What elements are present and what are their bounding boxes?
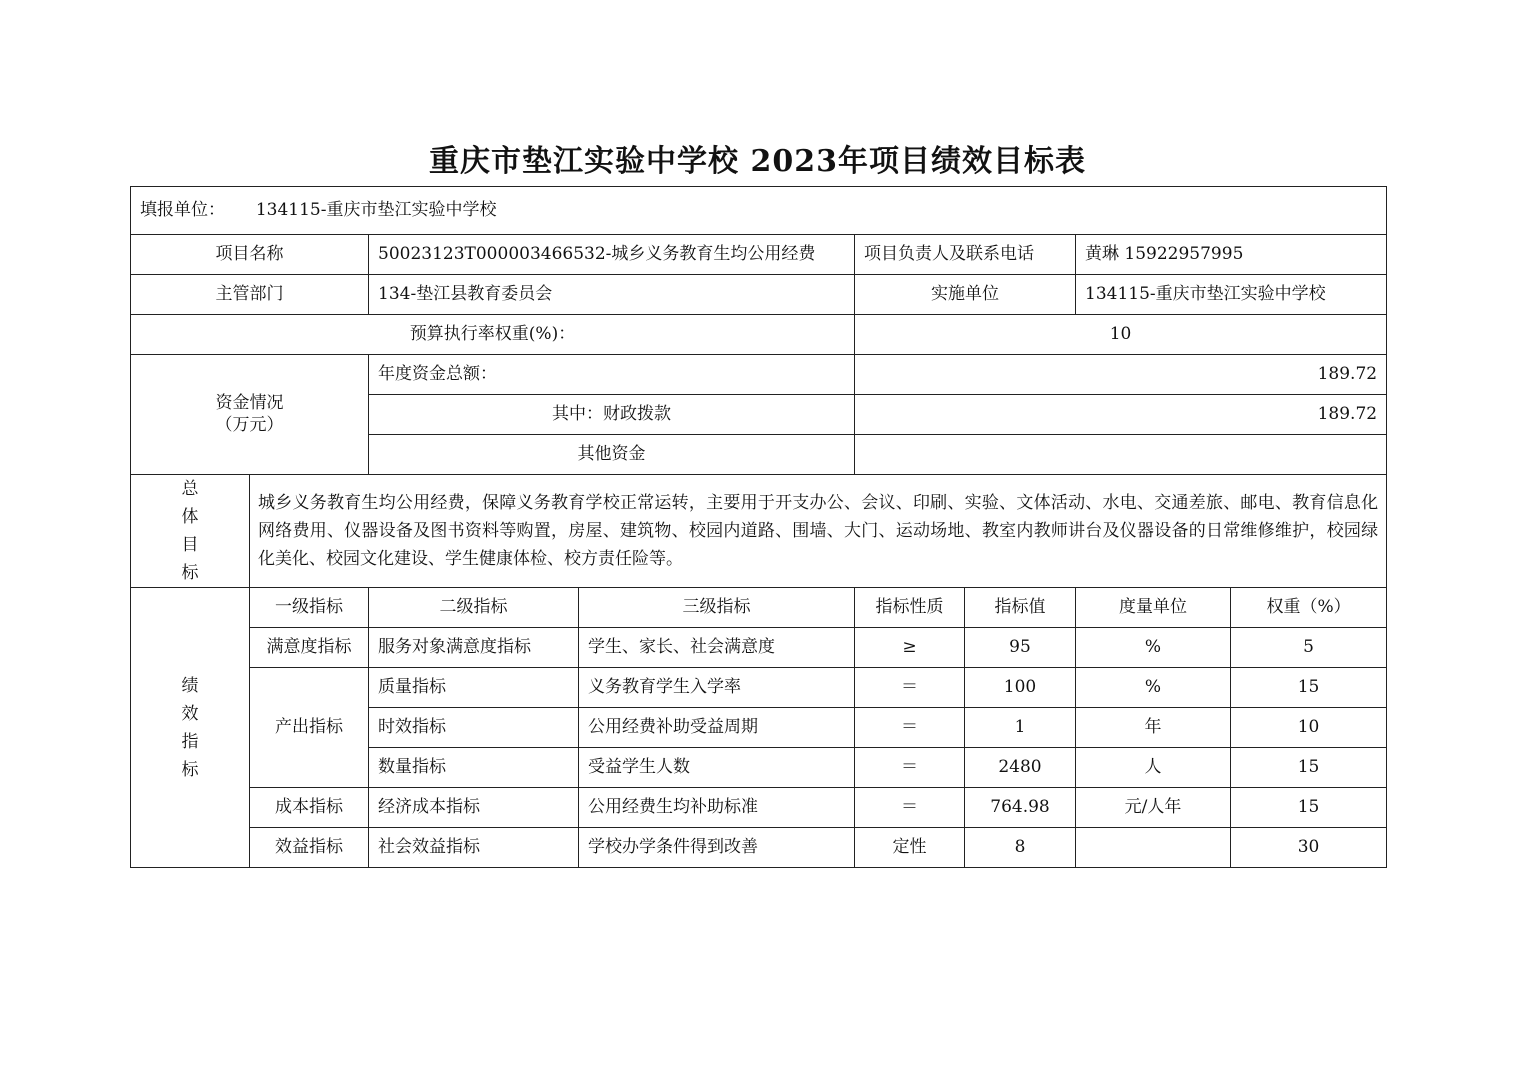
col-header-weight: 权重（%） xyxy=(1231,588,1387,628)
funds-total-label: 年度资金总额： xyxy=(369,355,855,395)
indicator-value: 8 xyxy=(965,828,1076,868)
overall-goal-row xyxy=(131,475,1387,588)
indicator-l3: 学生、家长、社会满意度 xyxy=(579,628,855,668)
fill-unit-row xyxy=(131,187,1387,235)
funds-label-line1: 资金情况 xyxy=(215,393,284,414)
indicator-l1: 产出指标 xyxy=(250,668,369,788)
col-header-unit: 度量单位 xyxy=(1076,588,1231,628)
impl-value: 134115-重庆市垫江实验中学校 xyxy=(1076,275,1387,315)
indicator-value: 764.98 xyxy=(965,788,1076,828)
indicator-l3: 公用经费生均补助标准 xyxy=(579,788,855,828)
indicator-unit: 年 xyxy=(1076,708,1231,748)
col-header-l1: 一级指标 xyxy=(250,588,369,628)
indicator-nature: ＝ xyxy=(855,668,965,708)
project-name-row xyxy=(131,235,1387,275)
overall-goal-char: 总 xyxy=(181,479,199,499)
indicator-weight: 5 xyxy=(1231,628,1387,668)
indicator-l2: 经济成本指标 xyxy=(369,788,579,828)
indicator-l3: 义务教育学生入学率 xyxy=(579,668,855,708)
funds-total-row xyxy=(131,355,1387,395)
indicators-char: 标 xyxy=(181,759,199,780)
indicator-unit: % xyxy=(1076,668,1231,708)
indicator-l2: 时效指标 xyxy=(369,708,579,748)
dept-label: 主管部门 xyxy=(131,275,369,315)
indicators-char: 效 xyxy=(181,703,199,724)
indicator-value: 100 xyxy=(965,668,1076,708)
overall-goal-char: 目 xyxy=(181,535,199,555)
overall-goal-label xyxy=(131,475,250,588)
contact-value: 黄琳 15922957995 xyxy=(1076,235,1387,275)
indicator-header-row xyxy=(131,588,1387,628)
table-row xyxy=(131,828,1387,868)
indicator-nature: ＝ xyxy=(855,788,965,828)
funds-fiscal-value: 189.72 xyxy=(855,395,1387,435)
dept-value: 134-垫江县教育委员会 xyxy=(369,275,855,315)
funds-label-line2: （万元） xyxy=(215,414,284,435)
col-header-l2: 二级指标 xyxy=(369,588,579,628)
dept-row xyxy=(131,275,1387,315)
funds-other-value xyxy=(855,435,1387,475)
table-row xyxy=(131,628,1387,668)
indicators-char: 绩 xyxy=(181,675,199,696)
indicator-l3: 学校办学条件得到改善 xyxy=(579,828,855,868)
overall-goal-char: 标 xyxy=(181,563,199,583)
fill-unit-label: 填报单位： xyxy=(140,199,225,220)
page-title: 重庆市垫江实验中学校 2023年项目绩效目标表 xyxy=(429,144,1086,179)
indicator-nature: ＝ xyxy=(855,748,965,788)
overall-goal-char: 体 xyxy=(181,507,199,527)
funds-label xyxy=(131,355,369,475)
indicator-nature: ≥ xyxy=(855,628,965,668)
indicator-l2: 数量指标 xyxy=(369,748,579,788)
indicator-l3: 公用经费补助受益周期 xyxy=(579,708,855,748)
fill-unit-cell xyxy=(131,187,1387,235)
indicator-weight: 15 xyxy=(1231,788,1387,828)
indicator-nature: 定性 xyxy=(855,828,965,868)
indicator-weight: 30 xyxy=(1231,828,1387,868)
indicator-l3: 受益学生人数 xyxy=(579,748,855,788)
indicator-l2: 社会效益指标 xyxy=(369,828,579,868)
indicator-nature: ＝ xyxy=(855,708,965,748)
budget-weight-label: 预算执行率权重(%)： xyxy=(131,315,855,355)
indicator-unit: % xyxy=(1076,628,1231,668)
project-name-label: 项目名称 xyxy=(131,235,369,275)
col-header-nature: 指标性质 xyxy=(855,588,965,628)
indicator-value: 1 xyxy=(965,708,1076,748)
indicator-l2: 质量指标 xyxy=(369,668,579,708)
indicator-value: 2480 xyxy=(965,748,1076,788)
project-name-value: 50023123T000003466532-城乡义务教育生均公用经费 xyxy=(369,235,855,275)
indicator-unit xyxy=(1076,828,1231,868)
indicator-l1: 效益指标 xyxy=(250,828,369,868)
table-row xyxy=(131,668,1387,708)
table-row xyxy=(131,788,1387,828)
funds-other-label: 其他资金 xyxy=(369,435,855,475)
indicator-unit: 人 xyxy=(1076,748,1231,788)
funds-fiscal-label: 其中：财政拨款 xyxy=(369,395,855,435)
indicator-unit: 元/人年 xyxy=(1076,788,1231,828)
col-header-value: 指标值 xyxy=(965,588,1076,628)
indicator-weight: 10 xyxy=(1231,708,1387,748)
indicator-l2: 服务对象满意度指标 xyxy=(369,628,579,668)
contact-label: 项目负责人及联系电话 xyxy=(855,235,1076,275)
indicator-l1: 满意度指标 xyxy=(250,628,369,668)
overall-goal-text: 城乡义务教育生均公用经费，保障义务教育学校正常运转，主要用于开支办公、会议、印刷、实验、文体活动、水电、交通差旅、邮电、教育信息化网络费用、仪器设备及图书资料等购置，房屋、建筑物、校园内道路、围墙、大门、运动场地、教室内教师讲台及仪器设备的日常维修维护，校园绿化美化、校园文化建设、学生健康体检、校方责任险等。 xyxy=(250,475,1387,588)
budget-weight-row xyxy=(131,315,1387,355)
indicator-value: 95 xyxy=(965,628,1076,668)
col-header-l3: 三级指标 xyxy=(579,588,855,628)
performance-target-table xyxy=(130,186,1387,868)
funds-total-value: 189.72 xyxy=(855,355,1387,395)
indicators-char: 指 xyxy=(181,731,199,752)
indicator-l1: 成本指标 xyxy=(250,788,369,828)
indicator-weight: 15 xyxy=(1231,668,1387,708)
indicators-label xyxy=(131,588,250,868)
fill-unit-value: 134115-重庆市垫江实验中学校 xyxy=(255,199,497,220)
budget-weight-value: 10 xyxy=(855,315,1387,355)
indicator-weight: 15 xyxy=(1231,748,1387,788)
impl-label: 实施单位 xyxy=(855,275,1076,315)
